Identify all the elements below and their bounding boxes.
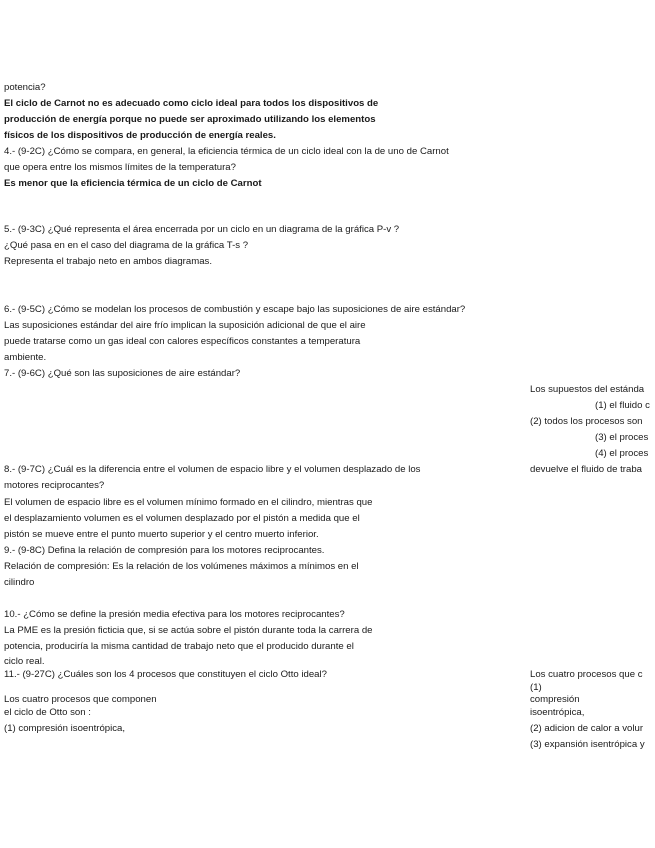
answer-11-cont: el ciclo de Otto son : [4,707,91,718]
question-7: 7.- (9-6C) ¿Qué son las suposiciones de aire estándar? [4,368,241,379]
answer-6: Las suposiciones estándar del aire frío implican la suposición adicional de que el aire [4,320,366,331]
question-4-cont: que opera entre los mismos límites de la temperatura? [4,162,236,173]
side-note-line: (2) adicion de calor a volur [530,723,644,734]
side-note-line: (2) todos los procesos son [530,416,643,427]
side-note-line: (3) expansión isentrópica y [530,739,645,750]
answer-10-cont: potencia, produciría la misma cantidad de trabajo neto que el producido durante el [4,641,354,652]
answer-line-bold: producción de energía porque no puede ser aproximado utilizando los elementos [4,114,376,125]
answer-8: El volumen de espacio libre es el volumen mínimo formado en el cilindro, mientras que [4,497,373,508]
question-6: 6.- (9-5C) ¿Cómo se modelan los procesos de combustión y escape bajo las suposiciones de aire estándar? [4,304,466,315]
answer-9-cont: cilindro [4,577,35,588]
answer-11: Los cuatro procesos que componen [4,694,157,705]
answer-9: Relación de compresión: Es la relación de los volúmenes máximos a mínimos en el [4,561,359,572]
answer-11-item: (1) compresión isoentrópica, [4,723,126,734]
answer-10-cont: ciclo real. [4,656,45,667]
answer-8-cont: el desplazamiento volumen es el volumen desplazado por el pistón a medida que el [4,513,360,524]
question-4: 4.- (9-2C) ¿Cómo se compara, en general, la eficiencia térmica de un ciclo ideal con la de uno de Carnot [4,146,449,157]
answer-8-cont: pistón se mueve entre el punto muerto superior y el centro muerto inferior. [4,529,319,540]
question-10: 10.- ¿Cómo se define la presión media efectiva para los motores reciprocantes? [4,609,345,620]
question-5-cont: ¿Qué pasa en en el caso del diagrama de la gráfica T-s ? [4,240,249,251]
answer-10: La PME es la presión ficticia que, si se actúa sobre el pistón durante toda la carrera de [4,625,373,636]
side-note-line: compresión [530,694,580,705]
side-note-line: (1) el fluido c [595,400,650,411]
side-note-line: isoentrópica, [530,707,585,718]
side-note-line: (4) el proces [595,448,649,459]
answer-6-cont: puede tratarse como un gas ideal con calores específicos constantes a temperatura [4,336,361,347]
answer-6-cont: ambiente. [4,352,47,363]
answer-5: Representa el trabajo neto en ambos diagramas. [4,256,212,267]
side-note-line: Los supuestos del estánda [530,384,645,395]
side-note-line: (1) [530,682,542,693]
side-note-line: Los cuatro procesos que c [530,669,643,680]
answer-line-bold: físicos de los dispositivos de producción de energía reales. [4,130,276,141]
side-note-line: (3) el proces [595,432,649,443]
question-8-cont: motores reciprocantes? [4,480,105,491]
answer-line-bold: El ciclo de Carnot no es adecuado como ciclo ideal para todos los dispositivos de [4,98,379,109]
question-11: 11.- (9-27C) ¿Cuáles son los 4 procesos que constituyen el ciclo Otto ideal? [4,669,327,680]
question-8: 8.- (9-7C) ¿Cuál es la diferencia entre el volumen de espacio libre y el volumen desplazado de los [4,464,421,475]
question-9: 9.- (9-8C) Defina la relación de compresión para los motores reciprocantes. [4,545,325,556]
answer-4: Es menor que la eficiencia térmica de un ciclo de Carnot [4,178,262,189]
side-note-line: devuelve el fluido de traba [530,464,643,475]
text-line: potencia? [4,82,46,93]
question-5: 5.- (9-3C) ¿Qué representa el área encerrada por un ciclo en un diagrama de la gráfica P-v ? [4,224,400,235]
